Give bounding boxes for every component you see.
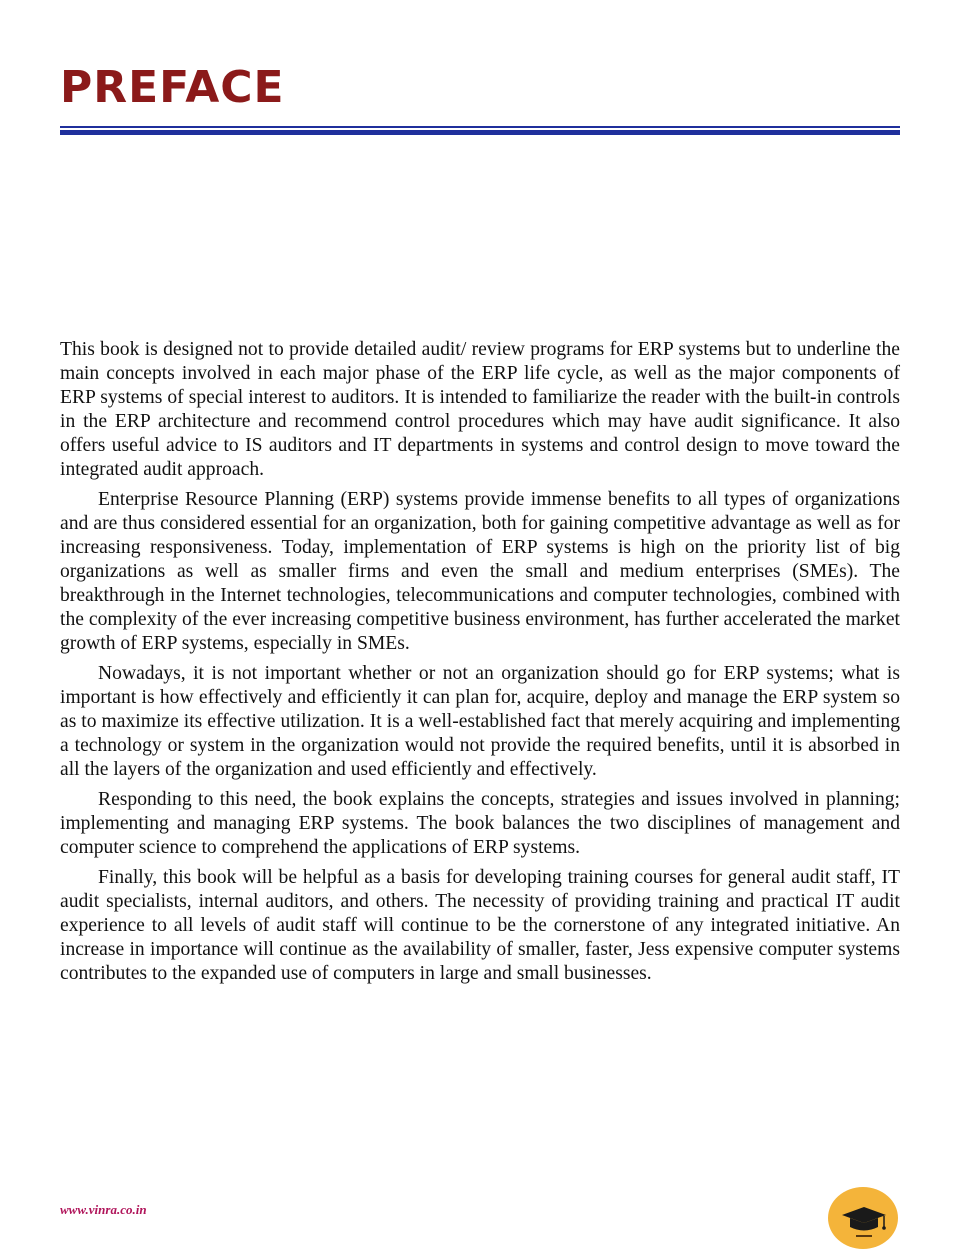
preface-body xyxy=(60,338,900,992)
graduation-cap-icon xyxy=(828,1187,898,1249)
title-rule-thick xyxy=(60,130,900,135)
publisher-logo xyxy=(828,1187,898,1249)
paragraph-1: This book is designed not to provide detailed audit/ review programs for ERP systems but to underline the main concepts involved in each major phase of the ERP life cycle, as well as the major components of ERP systems of special interest to auditors. It is intended to familiarize the reader with the built-in controls in the ERP architecture and recommend control procedures which may have audit significance. It also offers useful advice to IS auditors and IT departments in systems and control design to move toward the integrated audit approach. xyxy=(60,339,900,480)
footer-url: www.vinra.co.in xyxy=(60,1202,147,1217)
title-rule-thin xyxy=(60,126,900,128)
paragraph-2: Enterprise Resource Planning (ERP) systems provide immense benefits to all types of organizations and are thus considered essential for an organization, both for gaining competitive advantage as well as for increasing responsiveness. Today, implementation of ERP systems is high on the priority list of big organizations as well as smaller firms and even the small and medium enterprises (SMEs). The breakthrough in the Internet technologies, telecommunications and computer technologies, combined with the complexity of the ever increasing competitive business environment, has further accelerated the market growth of ERP systems, especially in SMEs. xyxy=(60,489,900,654)
paragraph-3: Nowadays, it is not important whether or not an organization should go for ERP systems; what is important is how effectively and efficiently it can plan for, acquire, deploy and manage the ERP system so as to maximize its effective utilization. It is a well-established fact that merely acquiring and implementing a technology or system in the organization would not provide the required benefits, until it is absorbed in all the layers of the organization and used efficiently and effectively. xyxy=(60,663,900,780)
paragraph-4: Responding to this need, the book explains the concepts, strategies and issues involved in planning; implementing and managing ERP systems. The book balances the two disciplines of management and computer science to comprehend the applications of ERP systems. xyxy=(60,789,900,858)
page-title: PREFACE xyxy=(60,62,285,113)
paragraph-5: Finally, this book will be helpful as a basis for developing training courses for general audit staff, IT audit specialists, internal auditors, and others. The necessity of providing training and practical IT audit experience to all levels of audit staff will continue to be the cornerstone of any integrated initiative. An increase in importance will continue as the availability of smaller, faster, Jess expensive computer systems contributes to the expanded use of computers in large and small businesses. xyxy=(60,867,900,984)
